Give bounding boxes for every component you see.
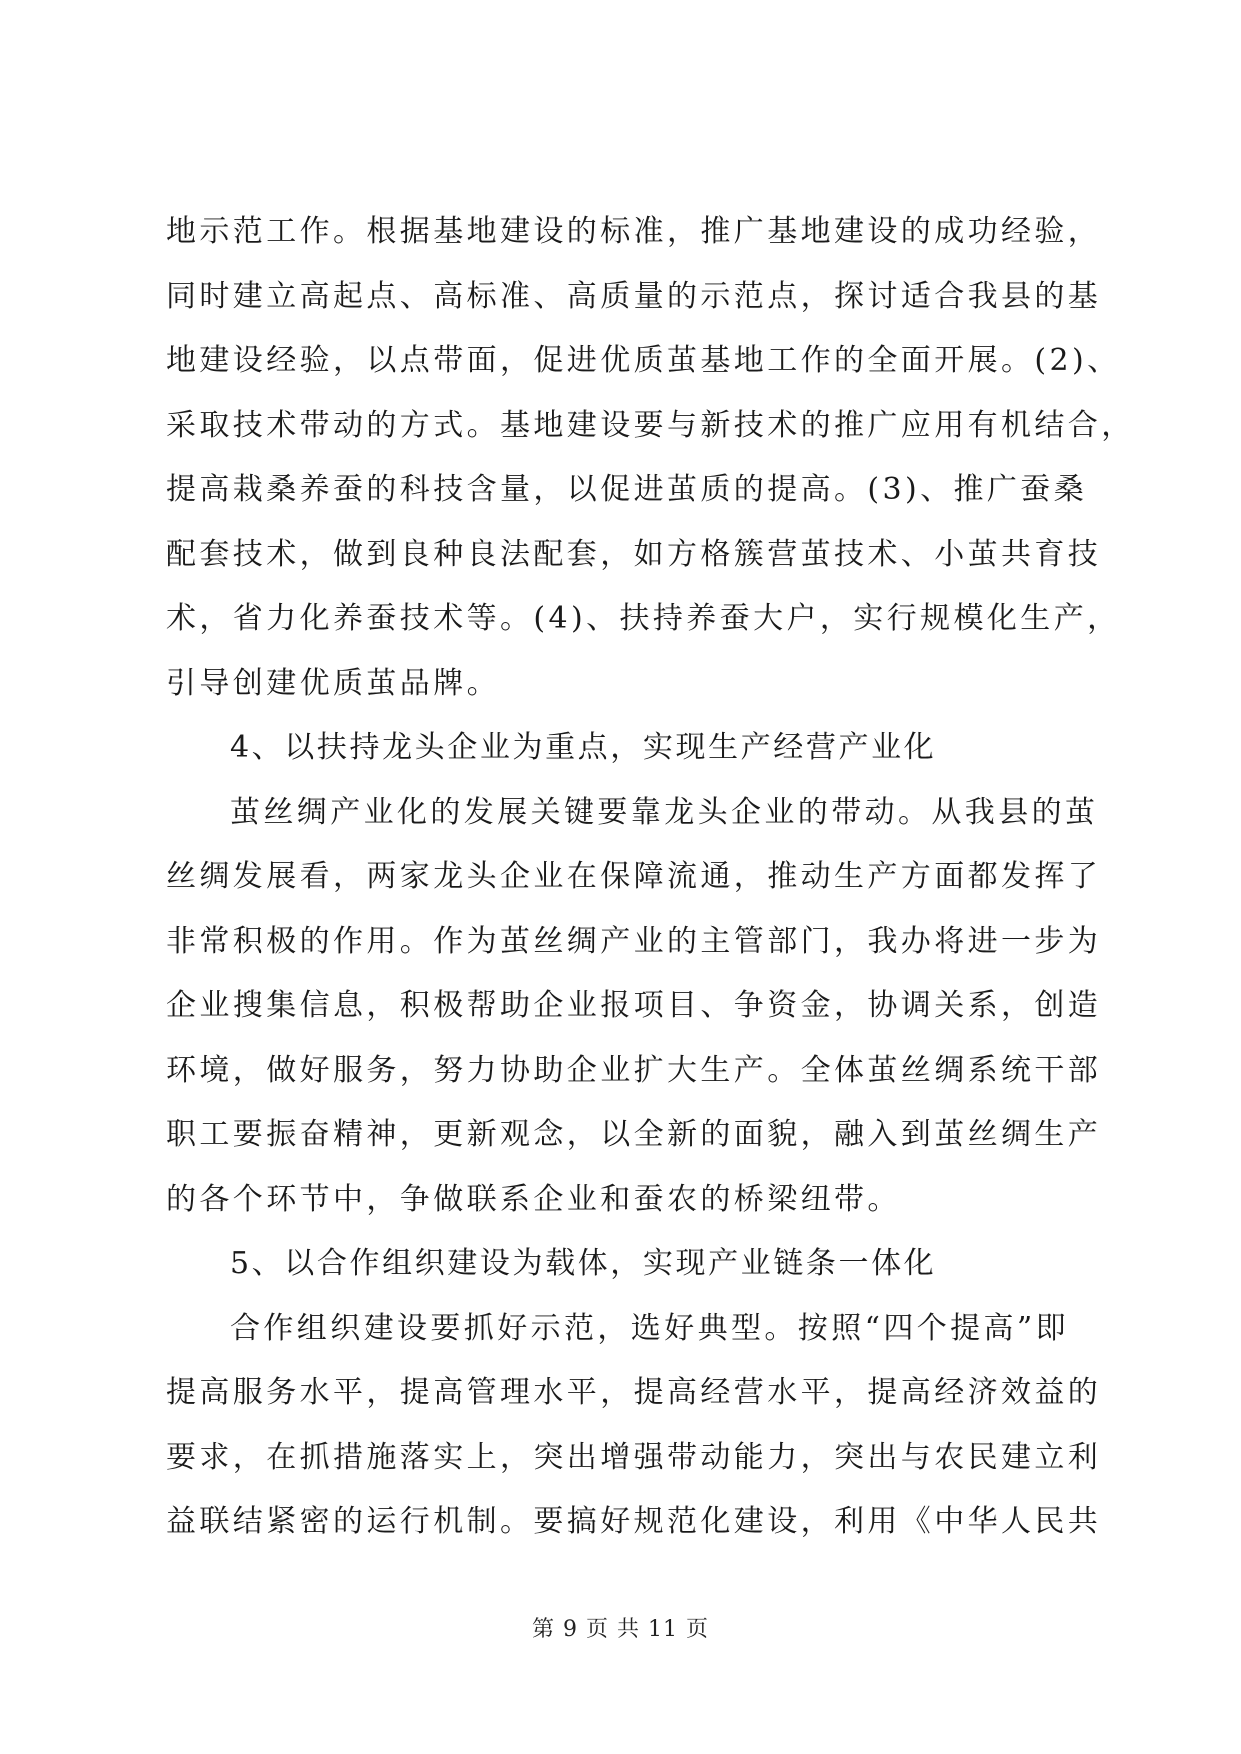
- text-line: 的各个环节中，争做联系企业和蚕农的桥梁纽带。: [166, 1181, 901, 1217]
- text-line: 提高服务水平，提高管理水平，提高经营水平，提高经济效益的: [166, 1375, 1102, 1410]
- text-line: 职工要振奋精神，更新观念，以全新的面貌，融入到茧丝绸生产: [166, 1117, 1102, 1152]
- page-footer: 第 9 页 共 11 页: [532, 1617, 709, 1642]
- text-line: 配套技术，做到良种良法配套，如方格簇营茧技术、小茧共育技: [166, 536, 1102, 572]
- text-line: 引导创建优质茧品牌。: [166, 665, 500, 701]
- text-line: 茧丝绸产业化的发展关键要靠龙头企业的带动。从我县的茧: [230, 794, 1099, 830]
- text-line: 提高栽桑养蚕的科技含量，以促进茧质的提高。(3)、推广蚕桑: [166, 472, 1088, 507]
- section-heading-5: 5、以合作组织建设为载体，实现产业链条一体化: [230, 1246, 937, 1281]
- text-line: 企业搜集信息，积极帮助企业报项目、争资金，协调关系，创造: [166, 988, 1102, 1023]
- text-line: 地示范工作。根据基地建设的标准，推广基地建设的成功经验，: [166, 214, 1102, 249]
- section-heading-4: 4、以扶持龙头企业为重点，实现生产经营产业化: [230, 730, 937, 765]
- text-line: 益联结紧密的运行机制。要搞好规范化建设，利用《中华人民共: [166, 1504, 1102, 1539]
- text-line: 术，省力化养蚕技术等。(4)、扶持养蚕大户，实行规模化生产，: [166, 601, 1121, 636]
- text-line: 地建设经验，以点带面，促进优质茧基地工作的全面开展。(2)、: [166, 343, 1121, 378]
- text-line: 同时建立高起点、高标准、高质量的示范点，探讨适合我县的基: [166, 278, 1102, 314]
- text-line: 采取技术带动的方式。基地建设要与新技术的推广应用有机结合，: [166, 407, 1135, 443]
- text-line: 丝绸发展看，两家龙头企业在保障流通，推动生产方面都发挥了: [166, 859, 1102, 894]
- document-body: [166, 200, 1135, 1555]
- text-line: 环境，做好服务，努力协助企业扩大生产。全体茧丝绸系统干部: [166, 1052, 1102, 1088]
- text-line: 非常积极的作用。作为茧丝绸产业的主管部门，我办将进一步为: [166, 923, 1102, 959]
- text-line: 要求，在抓措施落实上，突出增强带动能力，突出与农民建立利: [166, 1439, 1102, 1475]
- text-line: 合作组织建设要抓好示范，选好典型。按照“四个提高”即: [230, 1310, 1070, 1346]
